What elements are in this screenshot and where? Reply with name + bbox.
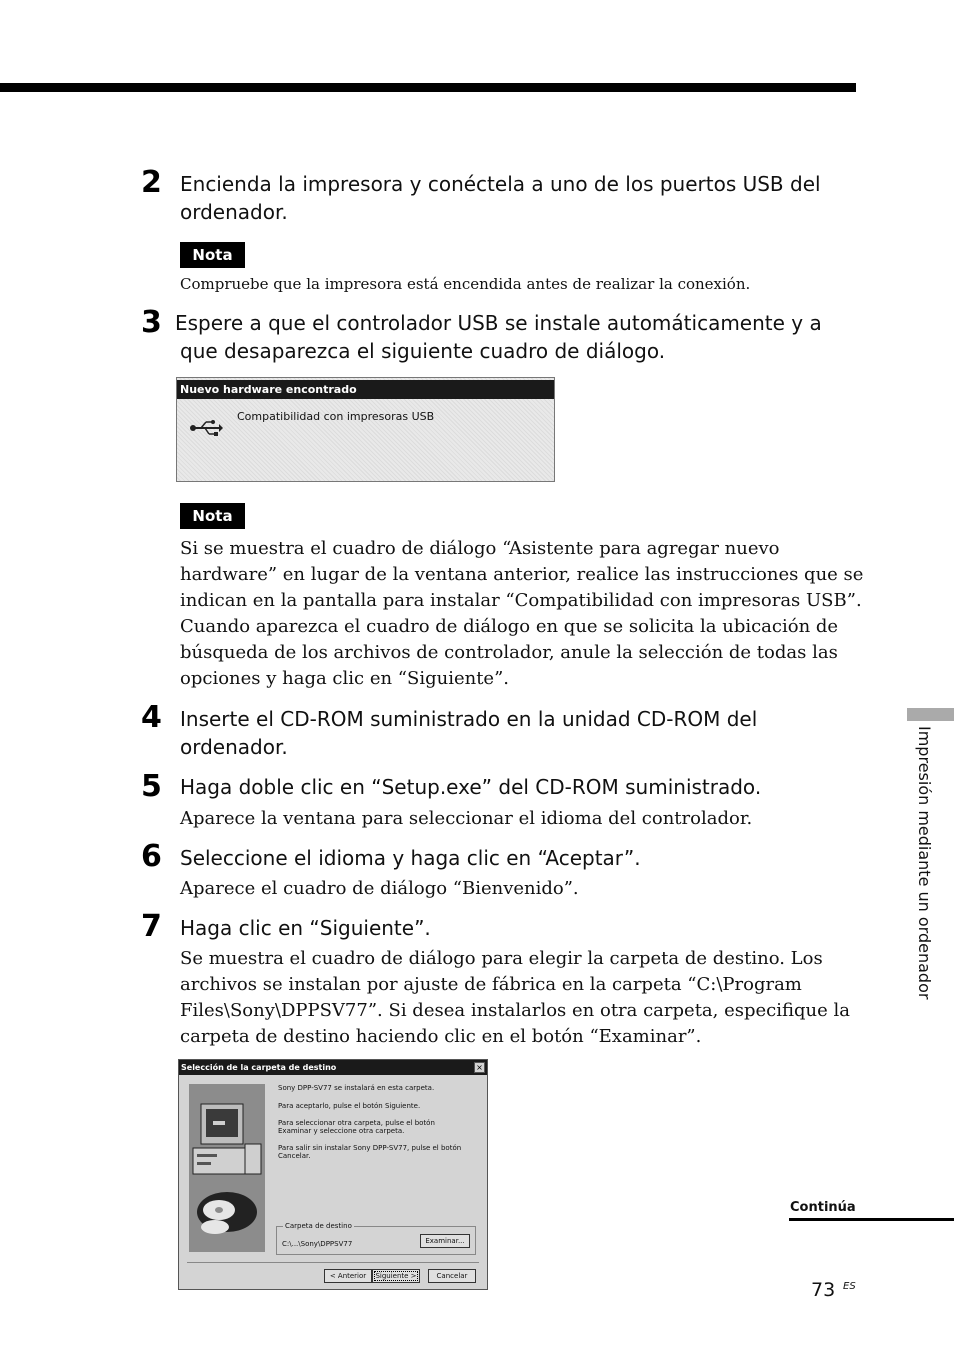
step-7-detail-line-1: Se muestra el cuadro de diálogo para elegir la carpeta de destino. Los [180, 948, 823, 969]
nota-badge: Nota [180, 503, 245, 529]
step-2-line-2: ordenador. [180, 200, 288, 224]
dialog-message: Compatibilidad con impresoras USB [237, 410, 435, 423]
section-tab-marker [907, 708, 954, 721]
step-2-text [180, 170, 821, 226]
continues-label: Continúa [790, 1200, 856, 1215]
dialog-message-4: Para salir sin instalar Sony DPP-SV77, pulse el botón Cancelar. [278, 1144, 462, 1160]
page-number: 73 [811, 1279, 836, 1301]
dialog-separator [187, 1262, 479, 1263]
destination-folder-group [276, 1222, 476, 1255]
top-rule [0, 83, 856, 92]
nota-2-line-6: opciones y haga clic en “Siguiente”. [180, 668, 510, 689]
step-4-line-2: ordenador. [180, 735, 288, 759]
step-7-detail-line-2: archivos se instalan por ajuste de fábrica en la carpeta “C:\Program [180, 974, 802, 995]
dialog-message-3: Para seleccionar otra carpeta, pulse el botón Examinar y seleccione otra carpeta. [278, 1119, 435, 1135]
dialog-message-1: Sony DPP-SV77 se instalará en esta carpeta. [278, 1084, 435, 1092]
step-3-line-2: que desaparezca el siguiente cuadro de diálogo. [180, 339, 666, 363]
nota-2-line-4: Cuando aparezca el cuadro de diálogo en que se solicita la ubicación de [180, 616, 839, 637]
step-7-detail-line-3: Files\Sony\DPPSV77”. Si desea instalarlos en otra carpeta, especifique la [180, 1000, 850, 1021]
page-language: ES [843, 1281, 856, 1292]
dialog-title: Nuevo hardware encontrado [177, 380, 554, 399]
computer-install-illustration [189, 1084, 265, 1252]
cancel-button[interactable]: Cancelar [428, 1269, 476, 1283]
new-hardware-dialog [176, 377, 555, 482]
nota-badge: Nota [180, 242, 245, 268]
step-7-detail [180, 946, 850, 1050]
step-4-number: 4 [141, 700, 162, 735]
step-5-detail: Aparece la ventana para seleccionar el idioma del controlador. [180, 808, 753, 829]
dialog-title: Selección de la carpeta de destino [179, 1060, 487, 1075]
close-icon[interactable]: × [474, 1062, 485, 1073]
step-7-number: 7 [141, 909, 162, 944]
step-6-detail: Aparece el cuadro de diálogo “Bienvenido”. [180, 878, 579, 899]
step-3-line-1: Espere a que el controlador USB se instale automáticamente y a [175, 311, 822, 335]
step-5-number: 5 [141, 769, 162, 804]
nota-2-line-1: Si se muestra el cuadro de diálogo “Asistente para agregar nuevo [180, 538, 780, 559]
nota-2-line-3: indican en la pantalla para instalar “Compatibilidad con impresoras USB”. [180, 590, 862, 611]
section-side-label: Impresión mediante un ordenador [915, 726, 934, 1000]
nota-2-line-5: búsqueda de los archivos de controlador, anule la selección de todas las [180, 642, 838, 663]
destination-path: C:\...\Sony\DPPSV77 [282, 1240, 353, 1248]
destination-folder-dialog [178, 1059, 488, 1290]
nota-1-text: Compruebe que la impresora está encendida antes de realizar la conexión. [180, 275, 751, 293]
dialog-message-2: Para aceptarlo, pulse el botón Siguiente. [278, 1102, 421, 1110]
step-5-text: Haga doble clic en “Setup.exe” del CD-ROM suministrado. [180, 775, 762, 799]
step-7-text: Haga clic en “Siguiente”. [180, 916, 431, 940]
usb-icon [189, 418, 223, 438]
nota-2-line-2: hardware” en lugar de la ventana anterior, realice las instrucciones que se [180, 564, 864, 585]
step-3-text [175, 309, 822, 365]
step-2-line-1: Encienda la impresora y conéctela a uno de los puertos USB del [180, 172, 821, 196]
step-6-text: Seleccione el idioma y haga clic en “Aceptar”. [180, 846, 641, 870]
step-2-number: 2 [141, 165, 162, 200]
step-6-number: 6 [141, 839, 162, 874]
continues-rule [789, 1218, 954, 1221]
next-button[interactable]: Siguiente > [372, 1269, 420, 1283]
browse-button[interactable]: Examinar... [420, 1234, 470, 1248]
nota-2-text [180, 536, 863, 692]
step-4-line-1: Inserte el CD-ROM suministrado en la unidad CD-ROM del [180, 707, 758, 731]
step-3-number: 3 [141, 305, 162, 340]
group-label: Carpeta de destino [285, 1222, 352, 1230]
back-button[interactable]: < Anterior [324, 1269, 372, 1283]
step-7-detail-line-4: carpeta de destino haciendo clic en el botón “Examinar”. [180, 1026, 702, 1047]
step-4-text [180, 705, 757, 761]
